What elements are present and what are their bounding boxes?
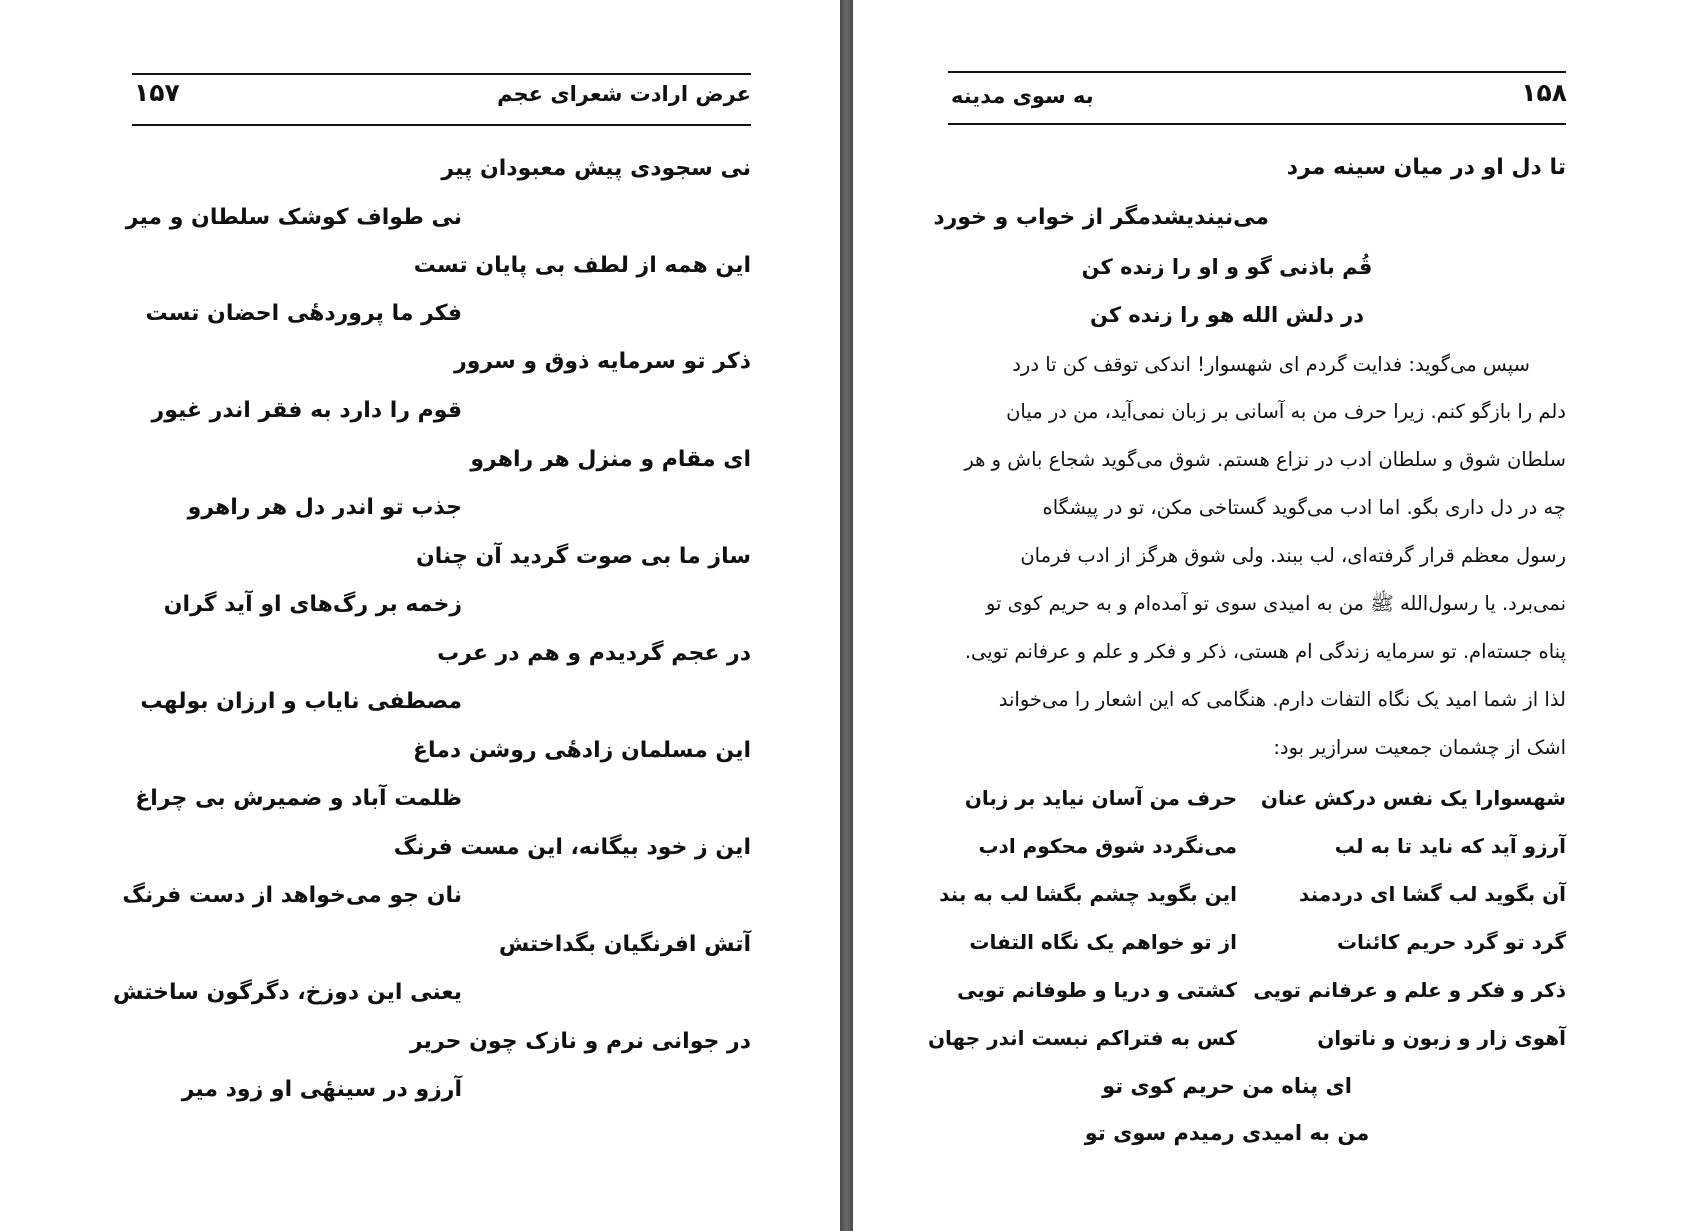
prose-line: پناه جسته‌ام. تو سرمایه زندگی ام هستی، ذکر و فکر و علم و عرفانم تویی. (964, 640, 1566, 663)
header-top-rule (132, 73, 751, 75)
prose-line: نمی‌برد. یا رسول‌الله ﷺ من به امیدی سوی تو آمده‌ام و به حریم کوی تو (985, 592, 1566, 615)
couplet-second-hemistich: کشتی و دریا و طوفانم تویی (957, 978, 1237, 1002)
verse-line: نان جو می‌خواهد از دست فرنگ (122, 883, 462, 908)
verse-line: فکر ما پروردهٔی احضان تست (145, 301, 462, 326)
running-title: عرض ارادت شعرای عجم (497, 82, 751, 106)
prose-line: لذا از شما امید یک نگاه التفات دارم. هنگامی که این اشعار را می‌خواند (998, 688, 1566, 711)
verse-line: یعنی این دوزخ، دگرگون ساختش (113, 980, 462, 1005)
couplet-first-hemistich: شهسوارا یک نفس درکش عنان (1260, 786, 1566, 810)
centered-verse: من به امیدی رمیدم سوی تو (1084, 1121, 1370, 1145)
verse-line: این ز خود بیگانه، این مست فرنگ (393, 835, 751, 860)
verse-line: قوم را دارد به فقر اندر غیور (151, 398, 462, 423)
prose-line: رسول معظم قرار گرفته‌ای، لب ببند. ولی شوق هرگز از ادب فرمان (1020, 544, 1566, 567)
book-gutter (840, 0, 853, 1231)
verse-line: ظلمت آباد و ضمیرش بی چراغ (135, 786, 462, 811)
page-number: ۱۵۷ (134, 78, 180, 107)
couplet-second-hemistich: حرف من آسان نیاید بر زبان (964, 786, 1237, 810)
centered-verse: قُم باذنی گو و او را زنده کن (1081, 255, 1373, 279)
verse-line: تا دل او در میان سینه مرد (1286, 155, 1566, 180)
left-page (0, 0, 840, 1231)
centered-verse: در دلش الله هو را زنده کن (1089, 303, 1365, 327)
verse-line: جذب تو اندر دل هر راهرو (187, 495, 462, 520)
verse-line: در عجم گردیدم و هم در عرب (437, 641, 751, 666)
centered-verse: ای پناه من حریم کوی تو (1102, 1074, 1352, 1098)
verse-line: آتش افرنگیان بگداختش (498, 932, 751, 957)
verse-line: ذکر تو سرمایه ذوق و سرور (454, 349, 751, 374)
couplet-second-hemistich: کس به فتراکم نبست اندر جهان (927, 1026, 1237, 1050)
prose-line: اشک از چشمان جمعیت سرازیر بود: (1273, 736, 1566, 759)
right-page (853, 0, 1687, 1231)
couplet-first-hemistich: گرد تو گرد حریم کائنات (1336, 930, 1566, 954)
prose-line: سلطان شوق و سلطان ادب در نزاع هستم. شوق می‌گوید شجاع باش و هر (964, 448, 1566, 471)
verse-line: ای مقام و منزل هر راهرو (470, 447, 751, 472)
couplet-first-hemistich: ذکر و فکر و علم و عرفانم تویی (1253, 978, 1566, 1002)
prose-line: سپس می‌گوید: فدایت گردم ای شهسوار! اندکی توقف کن تا درد (1012, 353, 1530, 376)
couplet-first-hemistich: آرزو آید که ناید تا به لب (1334, 834, 1566, 858)
verse-line: نی سجودی پیش معبودان پیر (441, 156, 751, 181)
couplet-first-hemistich: آن بگوید لب گشا ای دردمند (1299, 882, 1566, 906)
verse-line: این مسلمان زادهٔی روشن دماغ (413, 738, 751, 763)
header-bottom-rule (948, 123, 1566, 125)
couplet-second-hemistich: می‌نگردد شوق محکوم ادب (978, 834, 1237, 858)
verse-line: زخمه بر رگ‌های او آید گران (163, 592, 462, 617)
running-title: به سوی مدینه (951, 84, 1094, 108)
prose-line: دلم را بازگو کنم. زیرا حرف من به آسانی بر زبان نمی‌آید، من در میان (1006, 400, 1566, 423)
header-top-rule (948, 71, 1566, 73)
couplet-second-hemistich: این بگوید چشم بگشا لب به بند (939, 882, 1237, 906)
prose-line: چه در دل داری بگو. اما ادب می‌گوید گستاخی مکن، تو در پیشگاه (1042, 496, 1566, 519)
verse-line: ساز ما بی صوت گردید آن چنان (415, 544, 751, 569)
couplet-second-hemistich: از تو خواهم یک نگاه التفات (969, 930, 1237, 954)
page-number: ۱۵۸ (1521, 78, 1567, 107)
verse-line: می‌نیندیشدمگر از خواب و خورد (933, 205, 1269, 230)
verse-line: در جوانی نرم و نازک چون حریر (410, 1029, 751, 1054)
verse-line: آرزو در سینهٔی او زود میر (181, 1077, 462, 1102)
verse-line: مصطفی نایاب و ارزان بولهب (140, 689, 462, 714)
verse-line: نی طواف کوشک سلطان و میر (125, 205, 462, 230)
couplet-first-hemistich: آهوی زار و زبون و ناتوان (1317, 1026, 1566, 1050)
header-bottom-rule (132, 124, 751, 126)
verse-line: این همه از لطف بی پایان تست (413, 253, 751, 278)
